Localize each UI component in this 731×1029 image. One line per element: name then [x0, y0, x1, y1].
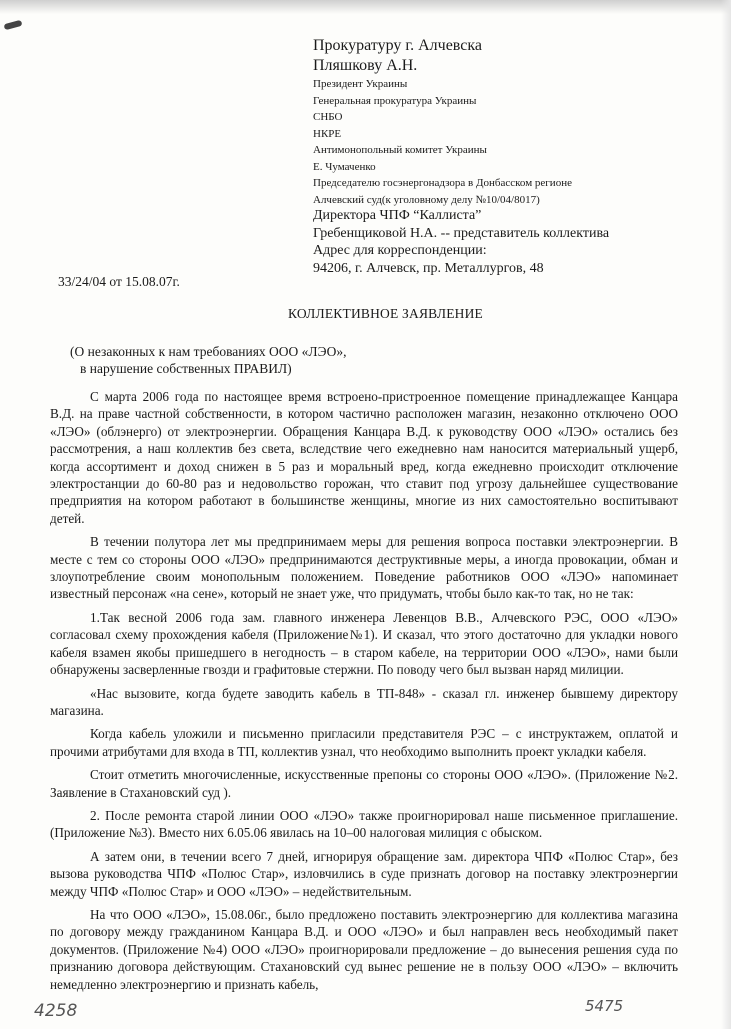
body-paragraph: Когда кабель уложили и письменно пригласили представителя РЭС – с инструктажем, оплатой и прочими атрибутами для входа в ТП, коллектив узнал, что необходимо выполнить проект укладки кабеля. [50, 726, 678, 759]
body-paragraph: А затем они, в течении всего 7 дней, игнорируя обращение зам. директора ЧПФ «Полюс Стар», без вызова руководства ЧПФ «Полюс Стар», изловчились в суде признать договор на поставку электроэнергии между ЧПФ «Полюс Стар» и ООО «ЛЭО» – недействительным. [50, 848, 678, 899]
ink-mark [4, 20, 23, 30]
document-body [50, 388, 678, 999]
scan-shadow-right [721, 0, 731, 1029]
subtitle-line: в нарушение собственных ПРАВИЛ) [80, 361, 292, 376]
sender-line: Директора ЧПФ “Каллиста” [313, 208, 482, 223]
recipient-copy: НКРЕ [313, 127, 342, 140]
document-title: КОЛЛЕКТИВНОЕ ЗАЯВЛЕНИЕ [288, 306, 483, 321]
body-paragraph: В течении полутора лет мы предпринимаем меры для решения вопроса поставки электроэнергии. В месте с тем со стороны ООО «ЛЭО» предпринимаются деструктивные меры, а иногда провокации, обман и злоупотребление своим монопольным положением. Поведение работников ООО «ЛЭО» напоминает известный персонаж «на сене», который не знает уже, что придумать, чтобы было как-то так, но не так: [50, 534, 678, 602]
recipient-copy: Председателю госэнергонадзора в Донбасском регионе [313, 177, 572, 189]
recipient-copy: Алчевский суд(к уголовному делу №10/04/8017) [313, 193, 540, 206]
recipients-block [313, 36, 713, 208]
body-paragraph: С марта 2006 года по настоящее время встроено-пристроенное помещение принадлежащее Канцара В.Д. на праве частной собственности, в котором частично расположен магазин, незаконно отключено ООО «ЛЭО» (облэнерго) от электроэнергии. Обращения Канцара В.Д. к руководству ООО «ЛЭО» остались без рассмотрения, а наш коллектив без света, вследствие чего ежедневно нам наносится материальный ущерб, когда ассортимент и доход снижен в 5 раз и моральный вред, когда ежедневно происходит отключение электростанции до 60-80 раз и недовольство горожан, что ставит под угрозу дальнейшее существование предприятия на котором работают в большинстве женщины, многие из них самостоятельно воспитывают детей. [50, 389, 678, 526]
recipient-copy: Президент Украины [313, 78, 408, 90]
recipient-copy: Е. Чумаченко [313, 160, 376, 173]
document-subtitle [70, 343, 347, 377]
recipient-copy: Генеральная прокуратура Украины [313, 94, 477, 107]
recipient-copy: Антимонопольный комитет Украины [313, 144, 487, 156]
body-paragraph: Стоит отметить многочисленные, искусственные препоны со стороны ООО «ЛЭО». (Приложение №2. Заявление в Стахановский суд ). [50, 767, 678, 800]
handwritten-number-right: 5475 [585, 997, 624, 1015]
body-paragraph: 1.Так весной 2006 года зам. главного инженера Левенцов В.В., Алчевского РЭС, ООО «ЛЭО» согласовал схему прохождения кабеля (Приложение№1). И сказал, что этого достаточно для укладки нового кабеля взамен якобы пришедшего в негодность – в старом кабеле, на территории ООО «ЛЭО», нами были обнаружены засверленные гвозди и графитовые стержни. По поводу чего был вызван наряд милиции. [50, 609, 678, 678]
recipient-main: Прокуратуру г. Алчевска [313, 37, 482, 54]
sender-line: Адрес для корреспонденции: [313, 243, 487, 258]
sender-block [313, 207, 609, 277]
body-paragraph: 2. После ремонта старой линии ООО «ЛЭО» также проигнорировал наше письменное приглашение. (Приложение №3). Вместо них 6.05.06 явилась на 10–00 налоговая милиция с обыском. [50, 807, 678, 841]
registration-number: 33/24/04 от 15.08.07г. [58, 274, 180, 289]
handwritten-number-left: 4258 [34, 1001, 78, 1021]
recipient-copy: СНБО [313, 111, 343, 123]
subtitle-line: (О незаконных к нам требованиях ООО «ЛЭО», [70, 344, 347, 359]
sender-line: Гребенщиковой Н.А. -- представитель коллектива [313, 225, 610, 241]
body-paragraph: На что ООО «ЛЭО», 15.08.06г., было предложено поставить электроэнергию для коллектива магазина по договору между гражданином Канцара В.Д. и ООО «ЛЭО» и был направлен весь необходимый пакет документов. (Приложение №4) ООО «ЛЭО» проигнорировали предложение – до вынесения решения суда по признанию договора действующим. Стахановский суд вынес решение не в пользу ООО «ЛЭО» – включить немедленно электроэнергию и признать кабель, [50, 906, 678, 992]
scan-shadow-top [0, 0, 731, 14]
recipient-main: Пляшкову А.Н. [313, 57, 418, 74]
body-paragraph: «Нас вызовите, когда будете заводить кабель в ТП-848» - сказал гл. инженер бывшему директору магазина. [50, 685, 678, 718]
sender-line: 94206, г. Алчевск, пр. Металлургов, 48 [313, 260, 544, 276]
